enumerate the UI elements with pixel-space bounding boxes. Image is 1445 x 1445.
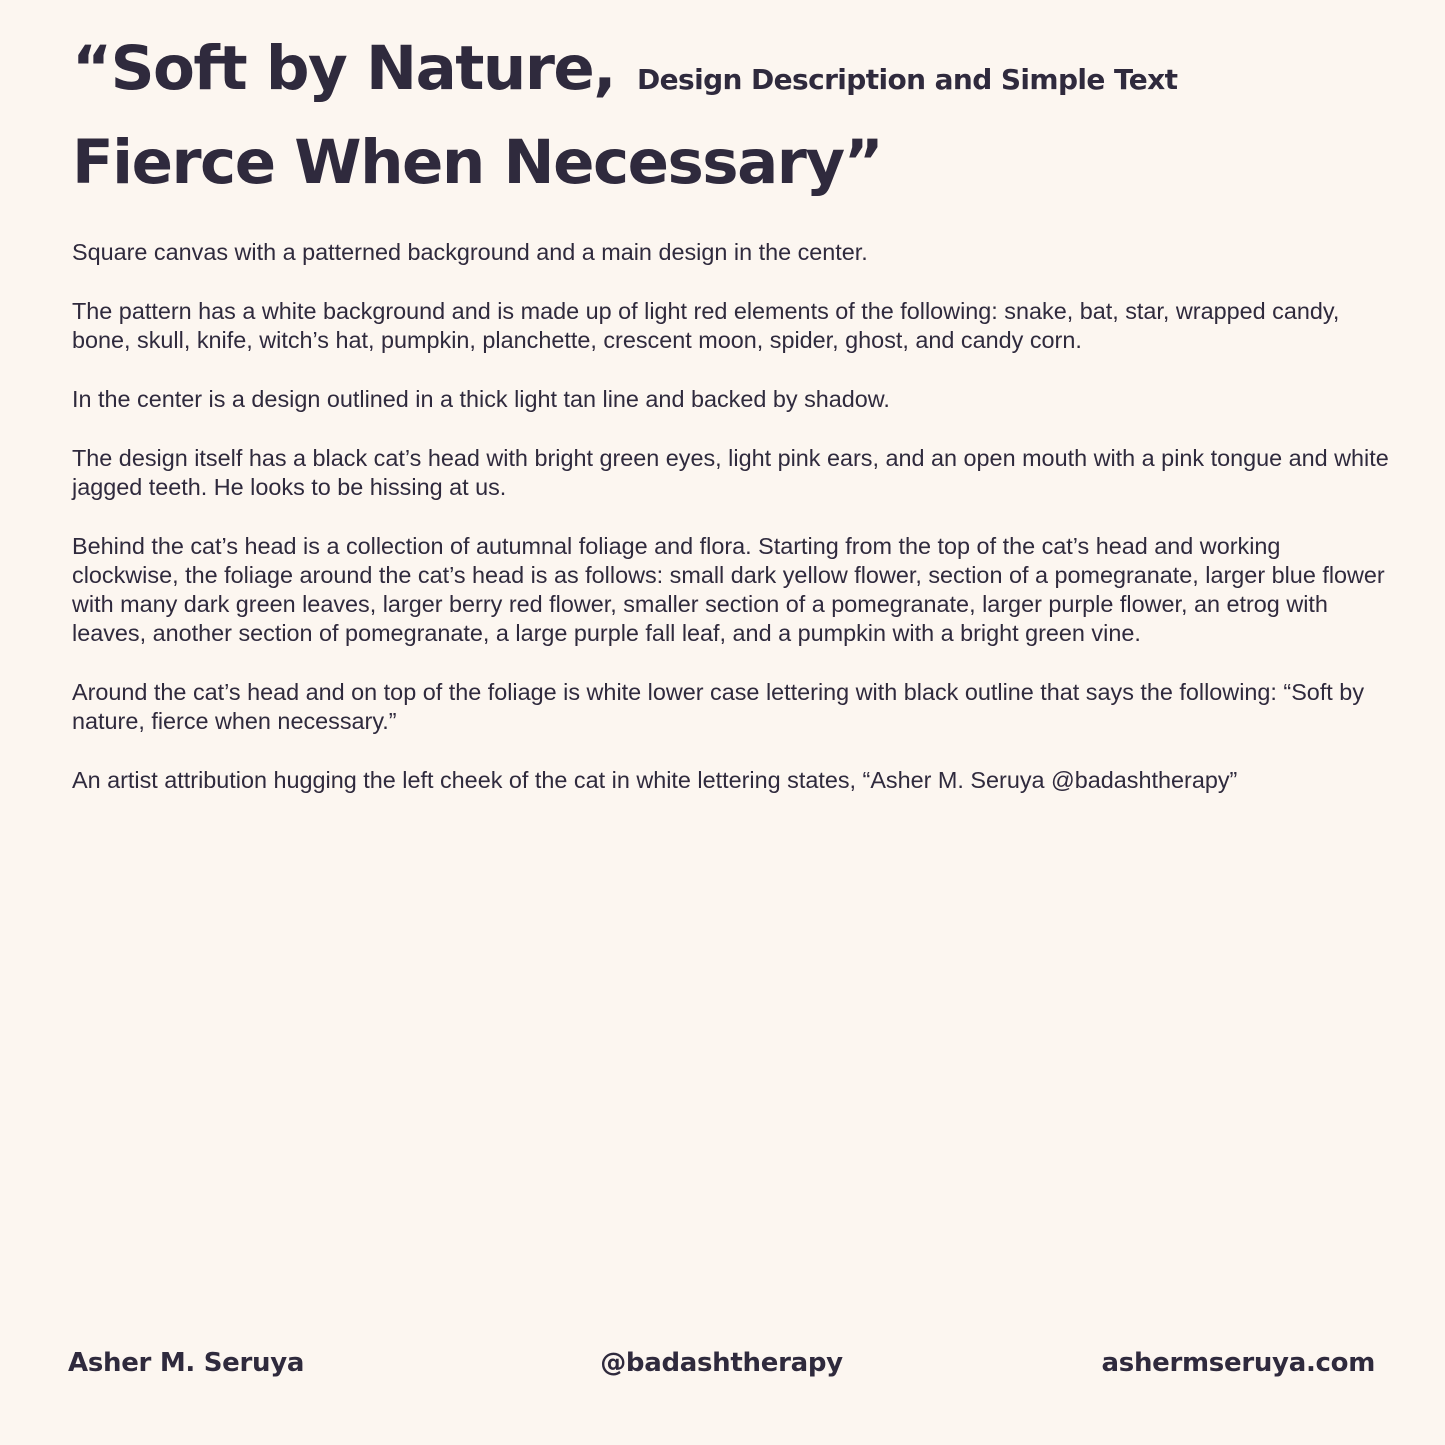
title-row — [72, 33, 1372, 120]
footer-artist-name: Asher M. Seruya — [68, 1348, 305, 1378]
description-paragraph: The design itself has a black cat’s head with bright green eyes, light pink ears, and an open mouth with a pink tongue and white jagged teeth. He looks to be hissing at us. — [72, 445, 1389, 500]
description-paragraph: In the center is a design outlined in a thick light tan line and backed by shadow. — [72, 386, 890, 412]
description-paragraph: Around the cat’s head and on top of the foliage is white lower case lettering with black outline that says the following: “Soft by nature, fierce when necessary.” — [72, 679, 1365, 734]
footer-website: ashermseruya.com — [1101, 1348, 1375, 1378]
description-body — [72, 238, 1392, 825]
page-subtitle: Design Description and Simple Text — [636, 63, 1178, 96]
footer-social-handle: @badashtherapy — [600, 1348, 843, 1378]
description-paragraph: Behind the cat’s head is a collection of autumnal foliage and flora. Starting from the top of the cat’s head and working clockwise, the foliage around the cat’s head is as follows: small dark yellow flower, section of a pomegranate, larger blue flower with many dark green leaves, larger berry red flower, smaller section of a pomegranate, larger purple flower, an etrog with leaves, another section of pomegranate, a large purple fall leaf, and a pumpkin with a bright green vine. — [72, 533, 1385, 646]
title-block — [72, 33, 1372, 198]
description-paragraph: The pattern has a white background and is made up of light red elements of the following: snake, bat, star, wrapped candy, bone, skull, knife, witch’s hat, pumpkin, planchette, crescent moon, spider, ghost, and candy corn. — [72, 298, 1340, 353]
footer — [68, 1348, 1375, 1388]
description-paragraph: An artist attribution hugging the left cheek of the cat in white lettering states, “Asher M. Seruya @badashtherapy” — [72, 767, 1238, 793]
page-title-line-1: “Soft by Nature, — [72, 33, 615, 104]
page-title-line-2: Fierce When Necessary” — [72, 127, 883, 198]
description-paragraph: Square canvas with a patterned background and a main design in the center. — [72, 239, 868, 265]
